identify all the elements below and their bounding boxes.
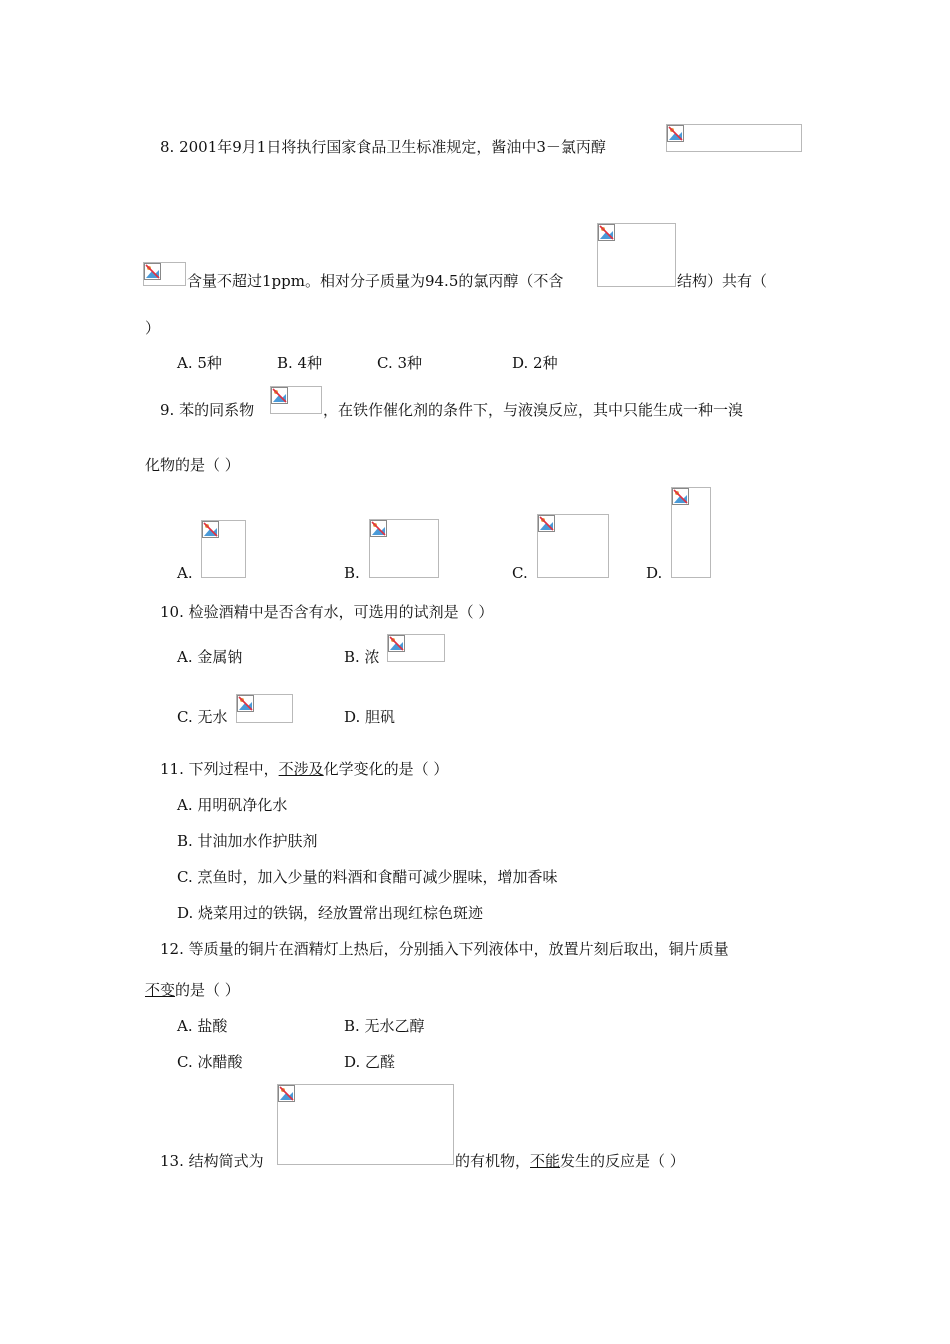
q8-option-b: B. 4种	[277, 354, 323, 372]
broken-image-icon	[370, 520, 387, 537]
q8-line-2b: 结构）共有（	[677, 272, 768, 290]
q10-option-c: C. 无水	[177, 708, 228, 726]
q13-stem-pre: 13. 结构简式为	[160, 1152, 264, 1170]
q13-stem-end: 发生的反应是（ ）	[560, 1152, 685, 1170]
q8-formula-image	[666, 124, 802, 152]
q9-line-2: 化物的是（ ）	[145, 456, 240, 474]
q8-line-2a: 含量不超过1ppm。相对分子质量为94.5的氯丙醇（不含	[187, 272, 564, 290]
broken-image-icon	[388, 635, 405, 652]
q11-option-b: B. 甘油加水作护肤剂	[177, 832, 318, 850]
q9-line-1b: ，在铁作催化剂的条件下，与液溴反应，其中只能生成一种一溴	[323, 401, 744, 419]
q9-option-a-image	[201, 520, 246, 578]
q9-option-d-label: D.	[646, 564, 663, 582]
q11-stem	[160, 759, 448, 779]
broken-image-icon	[237, 695, 254, 712]
q9-option-b-label: B.	[344, 564, 360, 582]
q8-option-a: A. 5种	[177, 354, 222, 372]
q11-stem-pre: 11. 下列过程中，	[160, 760, 279, 778]
q8-line-3: ）	[145, 319, 161, 337]
q11-stem-post: 化学变化的是（ ）	[323, 760, 449, 778]
q10-option-b: B. 浓	[344, 648, 380, 666]
broken-image-icon	[202, 521, 219, 538]
q13-emphasis: 不能	[530, 1152, 561, 1170]
q12-emphasis: 不变	[145, 981, 176, 999]
q8-formula-image-2	[143, 262, 186, 286]
q13-stem-post	[455, 1151, 685, 1171]
q10-option-a: A. 金属钠	[177, 648, 243, 666]
q9-option-c-label: C.	[512, 564, 528, 582]
q12-option-b: B. 无水乙醇	[344, 1017, 425, 1035]
q8-option-c: C. 3种	[377, 354, 423, 372]
broken-image-icon	[598, 224, 615, 241]
q9-line-1a: 9. 苯的同系物	[160, 401, 255, 419]
q9-option-d-image	[671, 487, 711, 578]
q12-option-c: C. 冰醋酸	[177, 1053, 243, 1071]
broken-image-icon	[144, 263, 161, 280]
broken-image-icon	[667, 125, 684, 142]
q12-line-2-post: 的是（ ）	[175, 981, 240, 999]
q9-formula-image	[270, 386, 322, 414]
q11-option-d: D. 烧菜用过的铁锅，经放置常出现红棕色斑迹	[177, 904, 484, 922]
broken-image-icon	[672, 488, 689, 505]
q8-structure-image	[597, 223, 676, 287]
q13-stem-mid: 的有机物，	[455, 1152, 531, 1170]
q12-option-a: A. 盐酸	[177, 1017, 228, 1035]
q13-structure-image	[277, 1084, 454, 1165]
q12-line-2	[145, 980, 240, 1000]
q11-option-c: C. 烹鱼时，加入少量的料酒和食醋可减少腥味，增加香味	[177, 868, 558, 886]
q10-stem: 10. 检验酒精中是否含有水，可选用的试剂是（ ）	[160, 603, 494, 621]
q11-stem-emphasis: 不涉及	[278, 760, 324, 778]
q12-line-1: 12. 等质量的铜片在酒精灯上热后，分别插入下列液体中，放置片刻后取出，铜片质量	[160, 940, 729, 958]
q9-option-b-image	[369, 519, 439, 578]
broken-image-icon	[538, 515, 555, 532]
q10-option-b-image	[387, 634, 445, 662]
q12-option-d: D. 乙醛	[344, 1053, 396, 1071]
q8-line-1: 8. 2001年9月1日将执行国家食品卫生标准规定，酱油中3－氯丙醇	[160, 138, 606, 156]
q10-option-d: D. 胆矾	[344, 708, 396, 726]
q11-option-a: A. 用明矾净化水	[177, 796, 288, 814]
broken-image-icon	[271, 387, 288, 404]
q10-option-c-image	[236, 694, 293, 723]
q9-option-a-label: A.	[177, 564, 193, 582]
broken-image-icon	[278, 1085, 295, 1102]
q8-option-d: D. 2种	[512, 354, 558, 372]
q9-option-c-image	[537, 514, 609, 578]
